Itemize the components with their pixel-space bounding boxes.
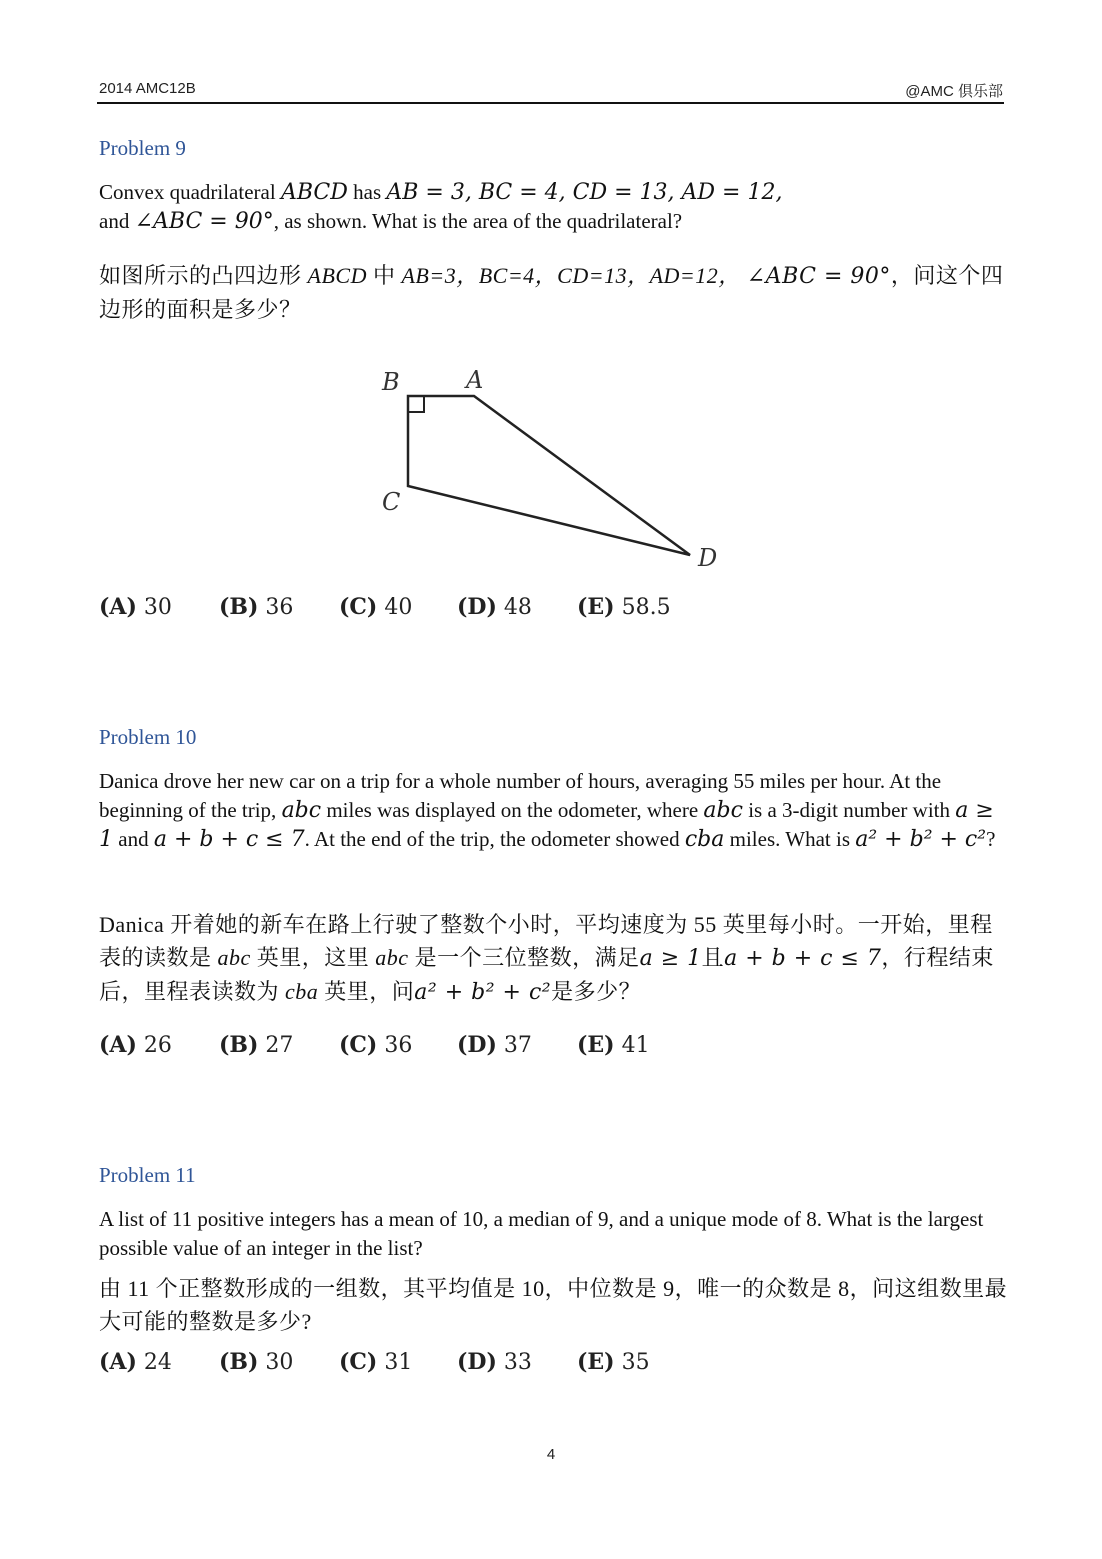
header-left: 2014 AMC12B	[99, 80, 196, 97]
page-number: 4	[546, 1446, 556, 1463]
label-b: B	[382, 368, 400, 396]
header-rule	[97, 102, 1004, 104]
header-right: @AMC 俱乐部	[905, 83, 1003, 100]
choice-e: (E) 35	[577, 1349, 650, 1375]
choice-a: (A) 26	[99, 1032, 172, 1058]
choice-c: (C) 36	[339, 1032, 413, 1058]
problem-9-chinese: 如图所示的凸四边形 ABCD 中 AB=3，BC=4，CD=13，AD=12， ∠ABC = 90°，问这个四边形的面积是多少？	[99, 263, 1004, 322]
problem-11-title: Problem 11	[99, 1163, 196, 1187]
problem-9-title: Problem 9	[99, 136, 186, 160]
problem-11-choices	[99, 1349, 799, 1379]
quadrilateral-shape	[408, 396, 690, 555]
choice-e: (E) 41	[577, 1032, 650, 1058]
choice-a: (A) 30	[99, 594, 172, 620]
quadrilateral-figure	[370, 360, 740, 580]
label-a: A	[466, 366, 484, 394]
problem-10-chinese: Danica 开着她的新车在路上行驶了整数个小时，平均速度为 55 英里每小时。一开始，里程表的读数是 abc 英里，这里 abc 是一个三位整数，满足a ≥ 1且a + b + c ≤ 7，行程结束后，里程表读数为 cba 英里，问a² + b² + c²是多少？	[99, 912, 994, 1005]
choice-e: (E) 58.5	[577, 594, 671, 620]
problem-10-title: Problem 10	[99, 725, 197, 749]
choice-d: (D) 48	[457, 594, 532, 620]
choice-b: (B) 30	[219, 1349, 294, 1375]
problem-9-english: Convex quadrilateral ABCD has AB = 3, BC = 4, CD = 13, AD = 12, and ∠ABC = 90°, as shown. What is the area of the quadrilateral?	[99, 180, 783, 234]
choice-b: (B) 36	[219, 594, 294, 620]
problem-10-english: Danica drove her new car on a trip for a whole number of hours, averaging 55 miles per hour. At the beginning of the trip, abc miles was displayed on the odometer, where abc is a 3-digit number with a ≥ 1 and a + b + c ≤ 7. At the end of the trip, the odometer showed cba miles. What is a² + b² + c²?	[99, 769, 996, 852]
choice-b: (B) 27	[219, 1032, 294, 1058]
choice-a: (A) 24	[99, 1349, 172, 1375]
problem-9-choices	[99, 594, 799, 624]
label-c: C	[382, 488, 401, 516]
choice-d: (D) 37	[457, 1032, 532, 1058]
right-angle-marker	[408, 396, 424, 412]
label-d: D	[698, 544, 718, 572]
choice-c: (C) 40	[339, 594, 413, 620]
choice-d: (D) 33	[457, 1349, 532, 1375]
problem-11-chinese: 由 11 个正整数形成的一组数，其平均值是 10，中位数是 9，唯一的众数是 8，问这组数里最大可能的整数是多少?	[99, 1276, 1008, 1334]
choice-c: (C) 31	[339, 1349, 413, 1375]
problem-11-english: A list of 11 positive integers has a mean of 10, a median of 9, and a unique mode of 8. What is the largest possible value of an integer in the list?	[99, 1207, 984, 1260]
problem-10-choices	[99, 1032, 799, 1062]
